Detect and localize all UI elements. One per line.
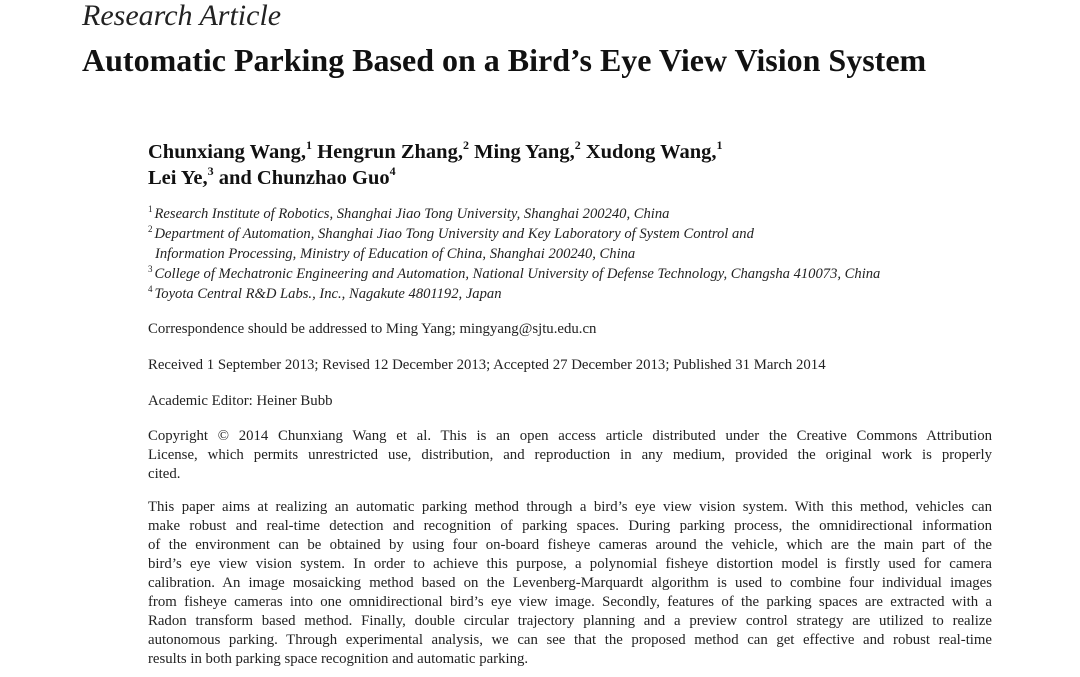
- abstract-line: from fisheye cameras into one omnidirectional bird’s eye view image. Secondly, features of the parking spaces are extracted with a: [148, 594, 992, 610]
- author-list: [148, 139, 723, 191]
- affiliation-1: $^1$ Research Institute of Robotics, Shanghai Jiao Tong University, Shanghai 200240, China: [148, 204, 670, 222]
- article-type: Research Article: [82, 0, 282, 32]
- copyright-line: License, which permits unrestricted use, distribution, and reproduction in any medium, provided the original work is properly: [148, 447, 992, 463]
- author: Hengrun Zhang,$^2$: [317, 138, 469, 163]
- academic-editor: Academic Editor: Heiner Bubb: [148, 393, 333, 409]
- abstract-line: calibration. An image mosaicking method based on the Levenberg-Marquardt algorithm is used to combine four individual images: [148, 575, 992, 591]
- abstract-line: make robust and real-time detection and recognition of parking spaces. During parking process, the omnidirectional information: [148, 518, 992, 534]
- abstract-line: bird’s eye view vision system. In order to achieve this purpose, a polynomial fisheye distortion model is firstly used for camera: [148, 556, 992, 572]
- author: and Chunzhao Guo$^4$: [218, 164, 396, 189]
- copyright-line: cited.: [148, 466, 181, 482]
- author: Lei Ye,$^3$: [148, 164, 214, 189]
- abstract-line: This paper aims at realizing an automatic parking method through a bird’s eye view vision system. With this method, vehicles can: [148, 499, 992, 515]
- affiliation-3: $^3$ College of Mechatronic Engineering and Automation, National University of Defense Technology, Changsha 410073, China: [148, 264, 881, 282]
- author: Chunxiang Wang,$^1$: [148, 138, 313, 163]
- publication-dates: Received 1 September 2013; Revised 12 December 2013; Accepted 27 December 2013; Published 31 March 2014: [148, 357, 826, 373]
- article-title: Automatic Parking Based on a Bird’s Eye View Vision System: [82, 42, 927, 78]
- abstract: [148, 498, 992, 669]
- abstract-line: autonomous parking. Through experimental analysis, we can see that the proposed method can get effective and robust real-time: [148, 632, 992, 648]
- correspondence-note: Correspondence should be addressed to Ming Yang; mingyang@sjtu.edu.cn: [148, 321, 597, 337]
- author: Ming Yang,$^2$: [474, 138, 581, 163]
- abstract-line: Radon transform based method. Finally, double circular trajectory planning and a preview control strategy are utilized to realize: [148, 613, 992, 629]
- affiliation-list: [148, 204, 880, 304]
- copyright-notice: [148, 427, 992, 484]
- author: Xudong Wang,$^1$: [585, 138, 723, 163]
- affiliation-2: $^2$ Department of Automation, Shanghai Jiao Tong University and Key Laboratory of System Control and: [148, 224, 754, 242]
- author-line-2: [148, 165, 723, 191]
- abstract-line: of the environment can be obtained by using four on-board fisheye cameras around the vehicle, which are the main part of the: [148, 537, 992, 553]
- author-line-1: [148, 139, 723, 165]
- affiliation-2-continued: Information Processing, Ministry of Education of China, Shanghai 200240, China: [155, 246, 636, 262]
- copyright-line: Copyright © 2014 Chunxiang Wang et al. This is an open access article distributed under the Creative Commons Attribution: [148, 428, 992, 444]
- affiliation-4: $^4$ Toyota Central R&D Labs., Inc., Nagakute 4801192, Japan: [148, 284, 502, 302]
- abstract-line: results in both parking space recognition and automatic parking.: [148, 651, 529, 667]
